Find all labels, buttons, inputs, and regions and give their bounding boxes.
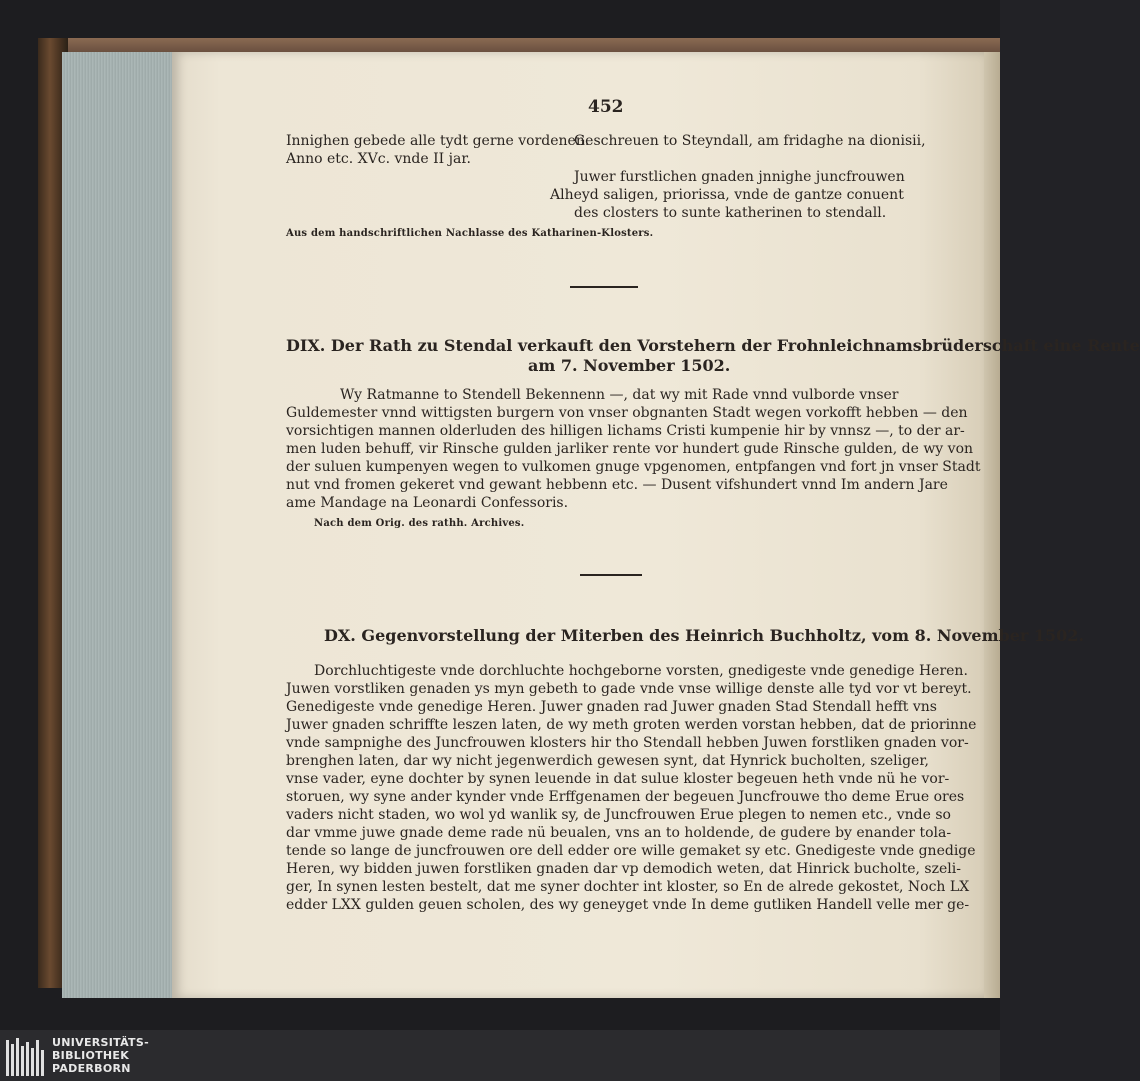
page-edges — [62, 52, 173, 998]
dix-line-1: Wy Ratmanne to Stendell Bekennenn —, dat wy mit Rade vnnd vulborde vnser — [340, 387, 899, 403]
dx-line-4: Juwer gnaden schriffte leszen laten, de wy meth groten werden vorstan hebben, dat de priorinne — [286, 717, 977, 733]
dx-line-10: dar vmme juwe gnade deme rade nü beualen, vns an to holdende, de gudere by enander tola- — [286, 825, 952, 841]
closing-line-left-1: Innighen gebede alle tydt gerne vordenen. — [286, 133, 590, 149]
page-number: 452 — [588, 97, 624, 117]
page-content — [172, 52, 1140, 998]
dix-line-7: ame Mandage na Leonardi Confessoris. — [286, 495, 569, 511]
dix-line-4: men luden behuff, vir Rinsche gulden jarliker rente vor hundert gude Rinsche gulden, de wy von — [286, 441, 974, 457]
page-right-edge — [984, 52, 1000, 998]
section-divider-1 — [570, 286, 638, 288]
section-dix-heading: DIX. Der Rath zu Stendal verkauft den Vorstehern der Frohnleichnamsbrüderschaft eine Rente — [286, 336, 1140, 355]
dix-line-2: Guldemester vnnd wittigsten burgern von vnser obgnanten Stadt wegen vorkofft hebben — den — [286, 405, 968, 421]
closing-line-left-2: Anno etc. XVc. vnde II jar. — [286, 151, 471, 167]
dx-line-12: Heren, wy bidden juwen forstliken gnaden dar vp demodich weten, dat Hinrick bucholte, szeli- — [286, 861, 961, 877]
closing-line-right-4: des closters to sunte katherinen to stendall. — [574, 205, 887, 221]
dx-line-9: vaders nicht staden, wo wol yd wanlik sy, de Juncfrouwen Erue plegen to nemen etc., vnde so — [286, 807, 951, 823]
book-page — [172, 52, 1140, 998]
dx-line-8: storuen, wy syne ander kynder vnde Erffgenamen der begeuen Juncfrouwe tho deme Erue ores — [286, 789, 965, 805]
dix-line-6: nut vnd fromen gekeret vnd gewant hebbenn etc. — Dusent vifshundert vnnd Im andern Jare — [286, 477, 948, 493]
closing-line-right-3: Alheyd saligen, priorissa, vnde de gantze conuent — [550, 187, 904, 203]
dx-line-6: brenghen laten, dar wy nicht jegenwerdich gewesen synt, dat Hynrick bucholten, szeliger, — [286, 753, 929, 769]
dx-line-2: Juwen vorstliken genaden ys myn gebeth to gade vnde vnse willige denste alle tyd vor vt bereyt. — [286, 681, 972, 697]
dx-line-13: ger, In synen lesten bestelt, dat me syner dochter int kloster, so En de alrede gekostet, Noch LX — [286, 879, 970, 895]
section-dx-heading: DX. Gegenvorstellung der Miterben des Heinrich Buchholtz, vom 8. November 1502. — [324, 626, 1085, 645]
library-name-line-3: PADERBORN — [52, 1062, 131, 1075]
dx-line-7: vnse vader, eyne dochter by synen leuende in dat sulue kloster begeuen heth vnde nü he vor- — [286, 771, 950, 787]
section-divider-2 — [580, 574, 642, 576]
library-footer — [0, 1030, 1000, 1081]
dx-line-14: edder LXX gulden geuen scholen, des wy geneyget vnde In deme gutliken Handell velle mer ge- — [286, 897, 970, 913]
dx-line-1: Dorchluchtigeste vnde dorchluchte hochgeborne vorsten, gnedigeste vnde genedige Heren. — [314, 663, 968, 679]
library-name-line-1: UNIVERSITÄTS- — [52, 1036, 149, 1049]
closing-line-right-1: Geschreuen to Steyndall, am fridaghe na dionisii, — [574, 133, 926, 149]
dix-line-3: vorsichtigen mannen olderluden des hilligen lichams Cristi kumpenie hir by vnnsz —, to der ar- — [286, 423, 965, 439]
dx-line-3: Genedigeste vnde genedige Heren. Juwer gnaden rad Juwer gnaden Stad Stendall hefft vns — [286, 699, 937, 715]
section-dix-date: am 7. November 1502. — [528, 356, 731, 375]
source-note-2: Nach dem Orig. des rathh. Archives. — [314, 518, 525, 529]
library-name — [52, 1036, 149, 1075]
dix-line-5: der suluen kumpenyen wegen to vulkomen gnuge vpgenomen, entpfangen vnd fort jn vnser Stadt — [286, 459, 981, 475]
closing-line-right-2: Juwer furstlichen gnaden jnnighe juncfrouwen — [574, 169, 905, 185]
university-library-logo-icon — [4, 1034, 48, 1078]
dx-line-5: vnde sampnighe des Juncfrouwen klosters hir tho Stendall hebben Juwen forstliken gnaden vor- — [286, 735, 969, 751]
dx-line-11: tende so lange de juncfrouwen ore dell edder ore wille gemaket sy etc. Gnedigeste vnde gnedige — [286, 843, 976, 859]
library-name-line-2: BIBLIOTHEK — [52, 1049, 130, 1062]
book-cover-top — [38, 38, 1000, 52]
source-note-1: Aus dem handschriftlichen Nachlasse des Katharinen-Klosters. — [286, 228, 654, 239]
